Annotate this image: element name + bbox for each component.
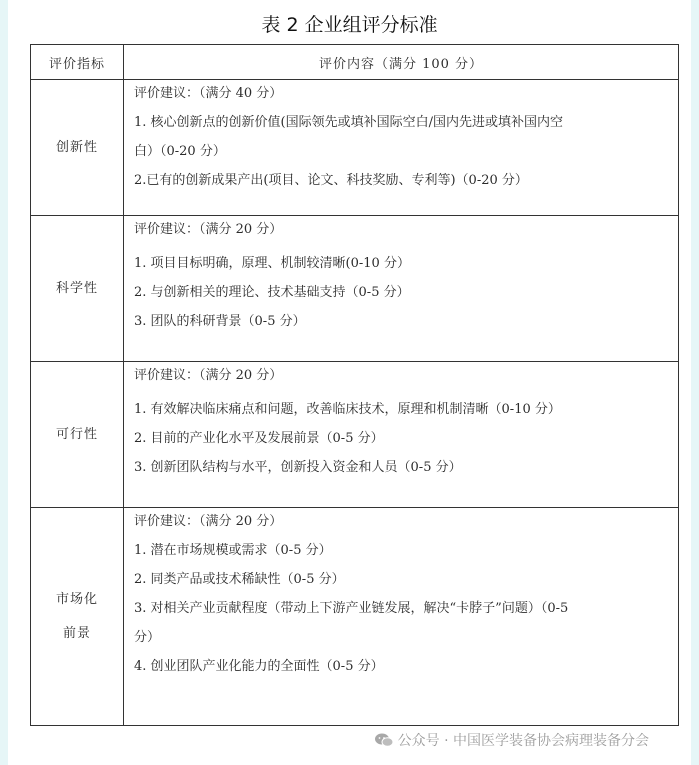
row-category: 科学性 (31, 216, 124, 362)
row-content (124, 508, 679, 726)
category-line: 前景 (62, 625, 91, 641)
table-row (31, 216, 679, 362)
row-content (124, 216, 679, 362)
table-row (31, 508, 679, 726)
row-category (31, 508, 124, 726)
content-line: 2. 目前的产业化水平及发展前景（0-5 分） (134, 431, 384, 446)
wechat-icon (374, 732, 394, 748)
content-line: 评价建议：（满分 20 分） (134, 222, 283, 237)
content-line: 1. 项目目标明确，原理、机制较清晰(0-10 分） (134, 256, 410, 271)
header-content: 评价内容（满分 100 分） (124, 45, 679, 80)
table-row (31, 362, 679, 508)
content-line: 2.已有的创新成果产出(项目、论文、科技奖励、专利等)（0-20 分） (134, 173, 528, 188)
row-content (124, 362, 679, 508)
document-page (8, 0, 691, 765)
category-line: 市场化 (55, 591, 98, 607)
content-line: 1. 潜在市场规模或需求（0-5 分） (134, 543, 332, 558)
watermark-text: 公众号 · 中国医学装备协会病理装备分会 (397, 733, 649, 749)
content-line: 3. 团队的科研背景（0-5 分） (134, 314, 306, 329)
table-header-row (31, 45, 679, 80)
content-line: 评价建议：（满分 20 分） (134, 368, 283, 383)
content-line: 2. 同类产品或技术稀缺性（0-5 分） (134, 572, 345, 587)
content-line: 白）（0-20 分） (134, 144, 226, 159)
header-criteria: 评价指标 (31, 45, 124, 80)
row-content (124, 80, 679, 216)
content-line: 3. 创新团队结构与水平，创新投入资金和人员（0-5 分） (134, 460, 462, 475)
row-category: 创新性 (31, 80, 124, 216)
row-category: 可行性 (31, 362, 124, 508)
table-title: 表 2 企业组评分标准 (261, 14, 438, 36)
scoring-table (30, 44, 679, 726)
content-line: 4. 创业团队产业化能力的全面性（0-5 分） (134, 659, 384, 674)
content-line: 分） (134, 630, 161, 645)
content-line: 1. 有效解决临床痛点和问题，改善临床技术，原理和机制清晰（0-10 分） (134, 402, 561, 417)
table-row (31, 80, 679, 216)
content-line: 3. 对相关产业贡献程度（带动上下游产业链发展，解决“卡脖子”问题）（0-5 (134, 601, 569, 616)
content-line: 2. 与创新相关的理论、技术基础支持（0-5 分） (134, 285, 410, 300)
content-line: 1. 核心创新点的创新价值(国际领先或填补国际空白/国内先进或填补国内空 (134, 115, 563, 130)
content-line: 评价建议：（满分 20 分） (134, 514, 283, 529)
content-line: 评价建议：（满分 40 分） (134, 86, 283, 101)
watermark (374, 730, 649, 750)
